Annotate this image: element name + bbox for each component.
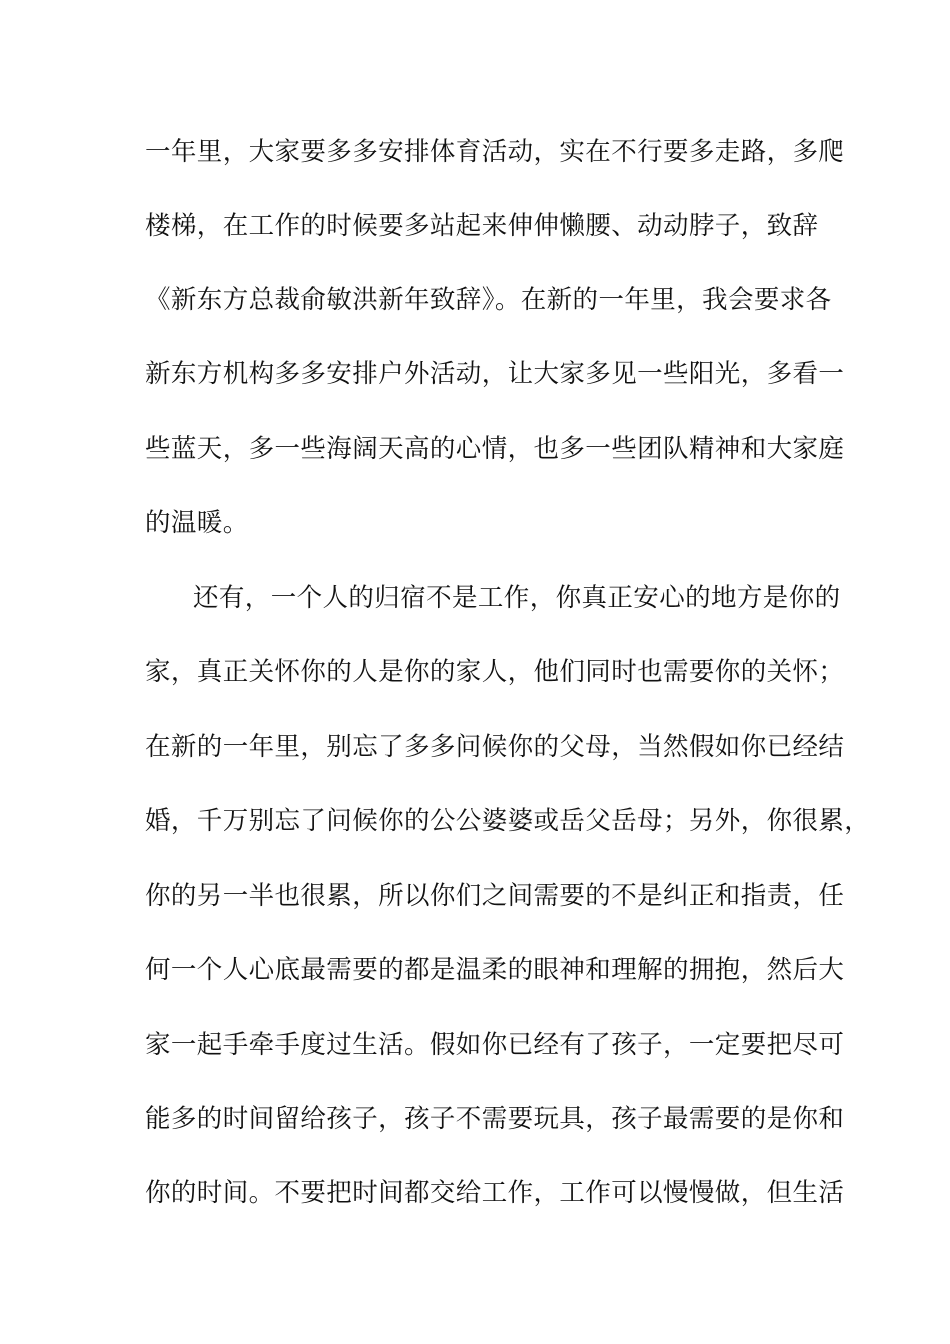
- text-line: 你的时间。不要把时间都交给工作，工作可以慢慢做，但生活: [145, 1178, 845, 1208]
- paragraph-first-line: 还有，一个人的归宿不是工作，你真正安心的地方是你的: [193, 583, 841, 613]
- text-line: 在新的一年里，别忘了多多问候你的父母，当然假如你已经结: [145, 732, 845, 762]
- text-line: 家，真正关怀你的人是你的家人，他们同时也需要你的关怀；: [145, 657, 845, 687]
- text-line: 些蓝天，多一些海阔天高的心情，也多一些团队精神和大家庭: [145, 434, 845, 464]
- text-line: 婚，千万别忘了问候你的公公婆婆或岳父岳母；另外，你很累，: [145, 806, 871, 836]
- text-line: 家一起手牵手度过生活。假如你已经有了孩子，一定要把尽可: [145, 1030, 845, 1060]
- text-line: 能多的时间留给孩子，孩子不需要玩具，孩子最需要的是你和: [145, 1104, 845, 1134]
- text-line: 《新东方总裁俞敏洪新年致辞》。在新的一年里，我会要求各: [145, 285, 832, 315]
- text-line: 楼梯，在工作的时候要多站起来伸伸懒腰、动动脖子，致辞: [145, 211, 819, 241]
- text-line: 你的另一半也很累，所以你们之间需要的不是纠正和指责，任: [145, 881, 845, 911]
- text-line: 何一个人心底最需要的都是温柔的眼神和理解的拥抱，然后大: [145, 955, 845, 985]
- text-line: 的温暖。: [145, 508, 249, 538]
- text-line: 一年里，大家要多多安排体育活动，实在不行要多走路，多爬: [145, 137, 845, 167]
- text-line: 新东方机构多多安排户外活动，让大家多见一些阳光，多看一: [145, 359, 845, 389]
